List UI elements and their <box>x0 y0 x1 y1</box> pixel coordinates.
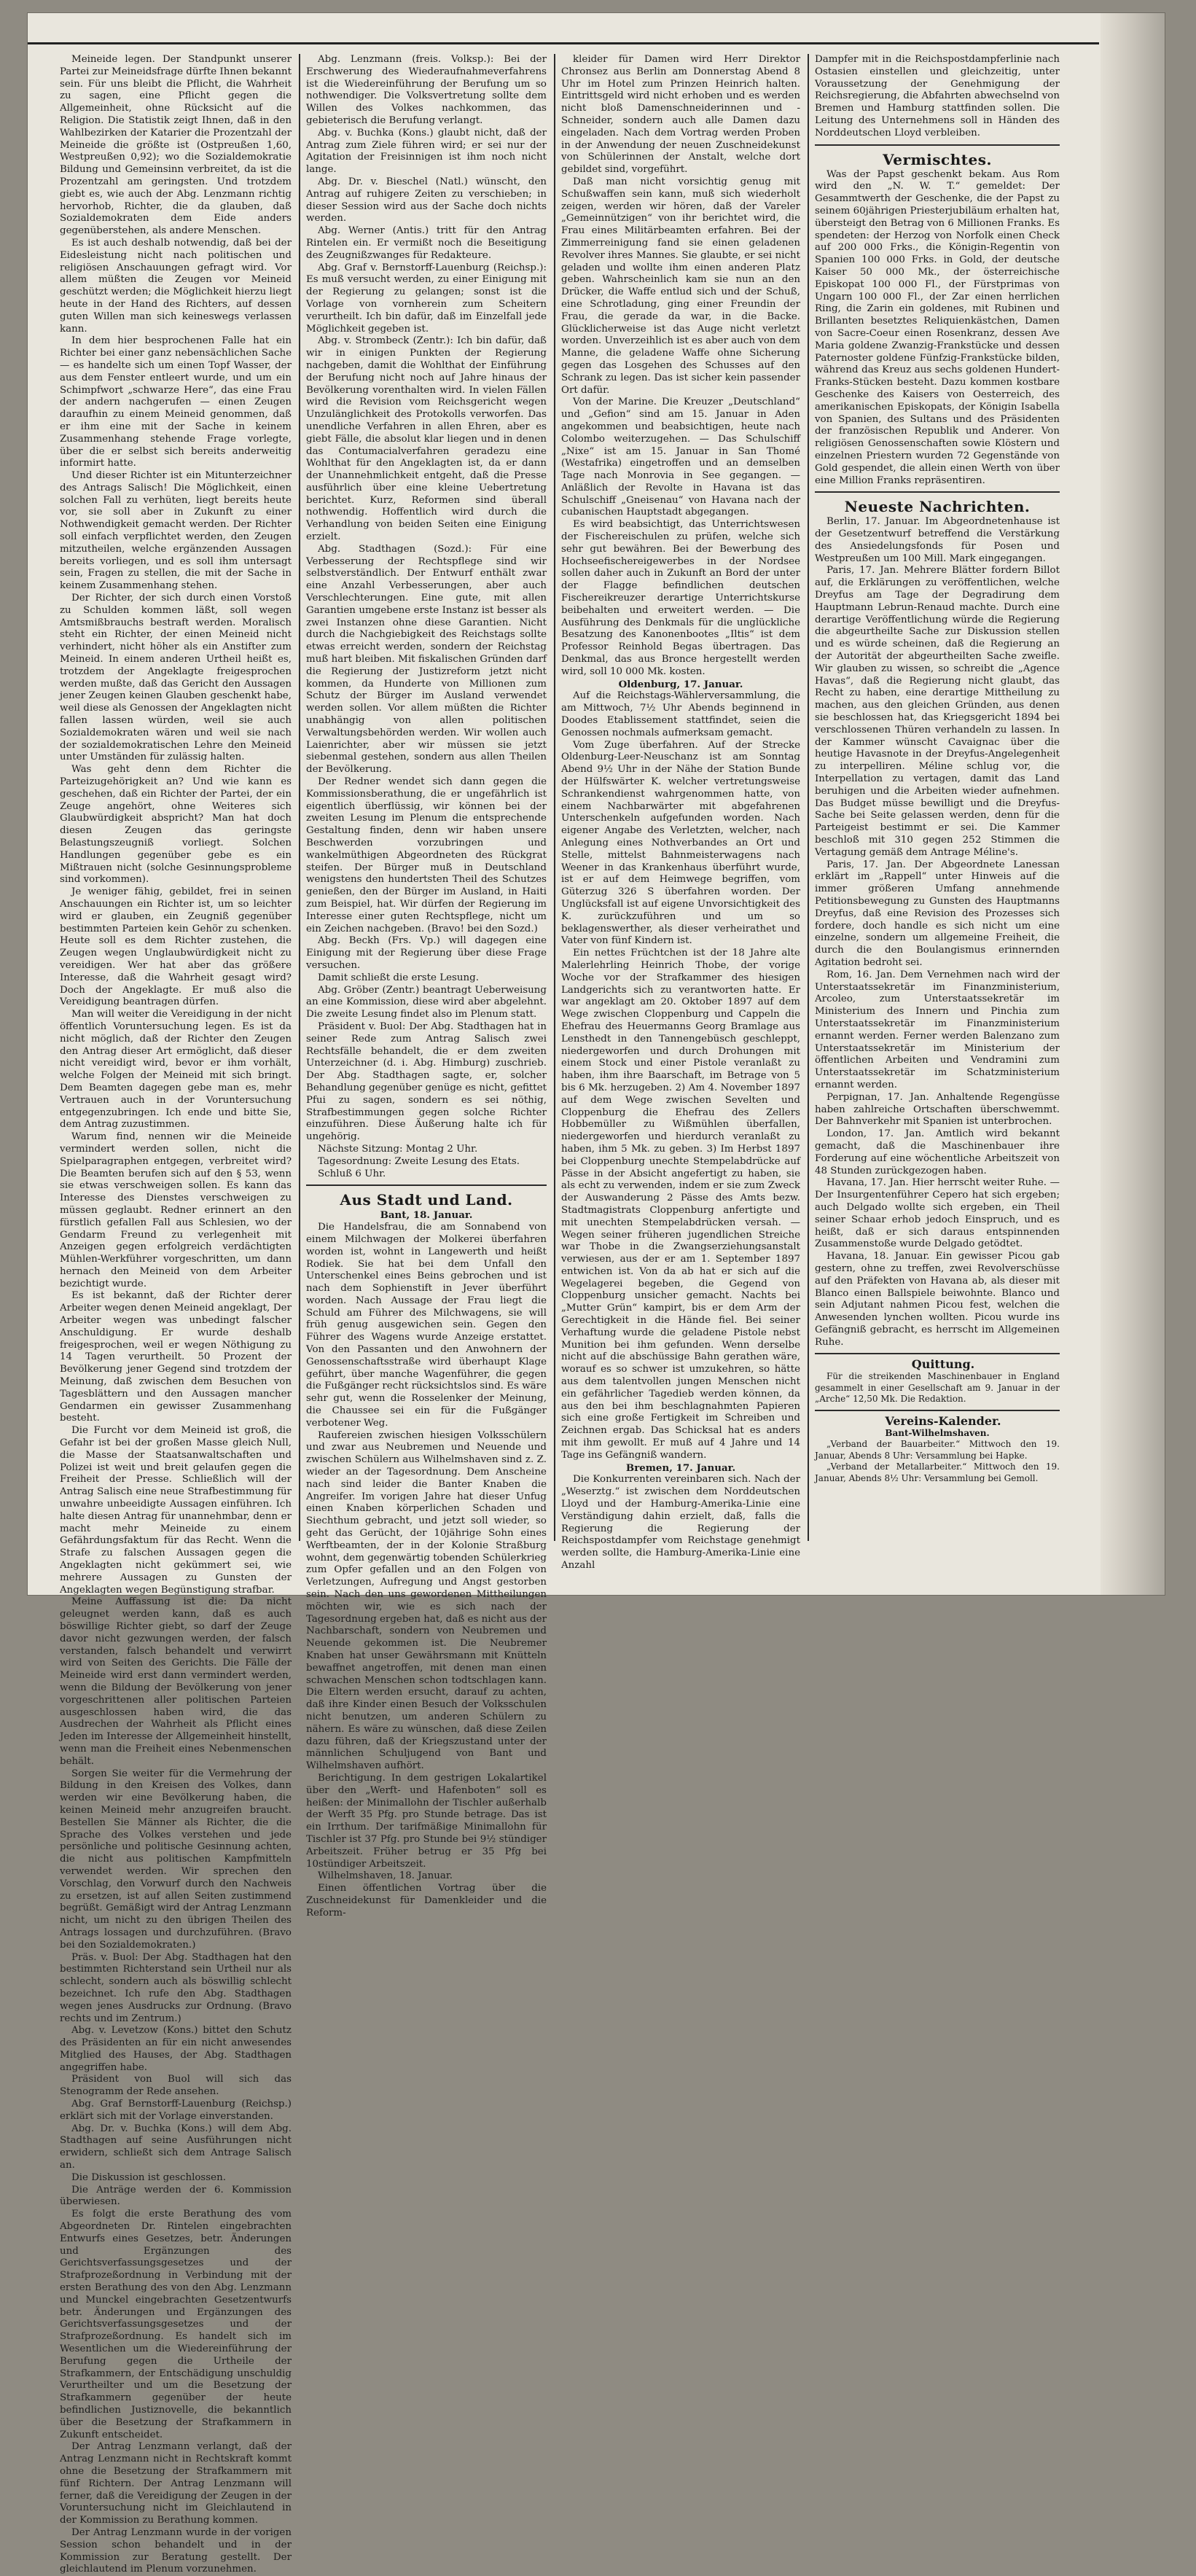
article-paragraph: Abg. Stadthagen (Sozd.): Für eine Verbesserung der Rechtspflege sind wir selbstverständlich. Der Entwurf enthält zwar eine Anzahl Verbesserungen, aber auch Verschlechterungen. Eine gute, mit allen Garantien umgebene erste Instanz ist besser als zwei Instanzen ohne diese Garantien. Nicht durch die Nachgiebigkeit des Reichstags sollte etwas erreicht werden, sondern der Reichstag muß hart bleiben. Mit fiskalischen Gründen darf die Regierung der Justizreform jetzt nicht kommen, da Hunderte von Millionen zum Schutz der Bürger im Ausland verwendet werden sollen. Vor allem müßten die Richter unabhängig von allen politischen Verwaltungsbehörden werden. Wir wollen auch Laienrichter, aber wir müssen sie jetzt siebenmal gestehen, sondern aus allen Theilen der Bevölkerung. <box>306 543 547 776</box>
article-paragraph: Was geht denn dem Richter die Parteizugehörigkeit an? Und wie kann es geschehen, daß ein Richter der Partei, der ein Zeuge angehört, ohne Weiteres sich Glaubwürdigkeit abspricht? Man hat doch diesen Zeugen das geringste Belastungszeugniß vorliegt. Solchen Handlungen gegenüber gebe es ein Mißtrauen nicht (solche Gesinnungsprobleme sind vorkommen). <box>60 764 292 886</box>
article-paragraph: Der Antrag Lenzmann verlangt, daß der Antrag Lenzmann nicht in Rechtskraft kommt ohne die Besetzung der Strafkammern mit fünf Richtern. Der Antrag Lenzmann will ferner, daß die Vereidigung der Zeugen in der Voruntersuchung nicht im Gleichlautend in der Kommission zu Berathung kommen. <box>60 2441 292 2526</box>
article-paragraph: Es folgt die erste Berathung des vom Abgeordneten Dr. Rintelen eingebrachten Entwurfs eines Gesetzes, betr. Änderungen und Ergänzungen des Gerichtsverfassungsgesetzes und der Strafprozeßordnung in Verbindung mit der ersten Berathung des von den Abg. Lenzmann und Munckel eingebrachten Gesetzentwurfs betr. Änderungen und Ergänzungen des Gerichtsverfassungsgesetzes und der Strafprozeßordnung. Es handelt sich im Wesentlichen um die Wiedereinführung der Berufung gegen die Urtheile der Strafkammern, der Entschädigung unschuldig Verurtheilter und um die Besetzung der Strafkammern gegenüber der heute befindlichen Justiznovelle, die bekanntlich über die Besetzung der Strafkammern in Zukunft entscheidet. <box>60 2209 292 2440</box>
article-paragraph: Die Handelsfrau, die am Sonnabend von einem Milchwagen der Molkerei überfahren worden ist, wohnt in Langewerth und heißt Rodiek. Sie hat bei dem Unfall den Unterschenkel eines Beins gebrochen und ist nach dem Sophienstift in Jever überführt worden. Nach Aussage der Frau liegt die Schuld am Führer des Milchwagens, sie will früh genug ausgewichen sein. Gegen den Führer des Wagens wurde Anzeige erstattet. Von den Passanten und den Anwohnern der Genossenschaftsstraße wird überhaupt Klage geführt, über manche Wagenführer, die gegen die Fußgänger recht rücksichtslos sind. Es wäre sehr gut, wenn die Rosselenker der Meinung, die Chaussee sei ein für die Fußgänger verbotener Weg. <box>306 1222 547 1429</box>
article-paragraph: Es wird beabsichtigt, das Unterrichtswesen der Fischereischulen zu prüfen, welche sich sehr gut bewähren. Bei der Bewerbung des Hochseefischereigewerbes in der Nordsee sollen daher auch in Zukunft an Bord der unter der Flagge befindlichen deutschen Fischereikreuzer derartige Unterrichtskurse beibehalten und erweitert werden. — Die Ausführung des Denkmals für die unglückliche Besatzung des Kanonenbootes „Iltis“ ist dem Professor Reinhold Begas übertragen. Das Denkmal, das aus Bronce hergestellt werden wird, soll 10 000 Mk. kosten. <box>561 519 800 677</box>
dateline-bremen: Bremen, 17. Januar. <box>625 1461 736 1474</box>
article-paragraph: Sorgen Sie weiter für die Vermehrung der Bildung in den Kreisen des Volkes, dann werden wir eine Bevölkerung haben, die keinen Meineid mehr anzugreifen braucht. Bestellen Sie Männer als Richter, die die Sprache des Volkes verstehen und jede persönliche und politische Gesinnung achten, die nicht aus politischen Kampfmitteln verwendet werden. Wir sprechen den Vorschlag, den Vorwurf durch den Nachweis zu ersetzen, ist auf allen Seiten zustimmend begrüßt. Gemäßigt wird der Antrag Lenzmann nicht, um nicht zu den übrigen Theilen des Antrags lossagen und durchzuführen. (Bravo bei den Sozialdemokraten.) <box>60 1768 292 1951</box>
article-paragraph: Berlin, 17. Januar. Im Abgeordnetenhause ist der Gesetzentwurf betreffend die Verstärkung des Ansiedelungsfonds für Posen und Westpreußen um 100 Mill. Mark eingegangen. <box>815 516 1060 564</box>
article-text: Dampfer mit in die Reichspostdampferlinie nach Ostasien einstellen und gleichzeitig, unter Voraussetzung der Genehmigung der Reichsregierung, die Abfahrten abwechselnd von Bremen und Hamburg stattfinden sollen. Die Leitung des Unternehmens soll in Händen des Norddeutschen Lloyd verbleiben. <box>815 54 1060 138</box>
article-paragraph: Berichtigung. In dem gestrigen Lokalartikel über den „Werft- und Hafenboten“ soll es heißen: der Minimallohn der Tischler außerhalb der Werft 35 Pfg. pro Stunde betrage. Das ist ein Irrthum. Der tarifmäßige Minimallohn für Tischler ist 37 Pfg. pro Stunde bei 9½ stündiger Arbeitszeit. Früher betrug er 35 Pfg bei 10stündiger Arbeitszeit. <box>306 1772 547 1870</box>
article-paragraph: Die Furcht vor dem Meineid ist groß, die Gefahr ist bei der großen Masse gleich Null, die Masse der Staatsanwaltschaften und Polizei ist weit und breit gelaufen gegen die Freiheit der Presse. Schließlich will der Antrag Salisch eine neue Strafbestimmung für unwahre unbeeidigte Aussagen einführen. Ich halte diesen Antrag für unannehmbar, denn er macht mehr Meineide zu einem Gefährdungsfaktum für das Recht. Wenn die Strafe zu falschen Aussagen gegen die Angeklagten nicht gekümmert sei, wie mehrere Aussagen zu Gunsten der Angeklagten wegen Begünstigung strafbar. <box>60 1425 292 1596</box>
column-divider <box>808 54 809 1541</box>
article-paragraph: Wilhelmshaven, 18. Januar. <box>318 1870 453 1882</box>
article-paragraph: Und dieser Richter ist ein Mitunterzeichner des Antrags Salisch! Die Möglichkeit, einen solchen Fall zu verhüten, liegt bereits heute vor, sie soll aber in Zukunft zu einer Nothwendigkeit gemacht werden. Der Richter soll einfach verpflichtet werden, den Zeugen mitzutheilen, welche ergänzenden Aussagen bereits vorliegen, und es soll ihm untersagt sein, Fragen zu stellen, die mit der Sache in keinem Zusammenhang stehen. <box>60 470 292 592</box>
article-paragraph: Abg. v. Strombeck (Zentr.): Ich bin dafür, daß wir in einigen Punkten der Regierung nachgeben, damit die Wohlthat der Einführung der Berufung nicht noch auf Jahre hinaus der Bevölkerung vorenthalten wird. In vielen Fällen wird die Revision vom Reichsgericht wegen Unzulänglichkeit des Protokolls verworfen. Das unendliche Verfahren in allen Ehren, aber es giebt Fälle, die absolut klar liegen und in denen das Contumacialverfahren geradezu eine Wohlthat für den Angeklagten ist, da er dann der Unannehmlichkeit entgeht, daß die Presse ausführlich über eine kleine Uebertretung berichtet. Kurz, Reformen sind überall nothwendig. Hoffentlich wird durch die Verhandlung von beiden Seiten eine Einigung erzielt. <box>306 335 547 543</box>
top-rule <box>28 42 1099 44</box>
article-paragraph: Abg. Dr. v. Buchka (Kons.) will dem Abg. Stadthagen auf seine Ausführungen nicht erwidern, schließt sich dem Antrage Salisch an. <box>60 2123 292 2171</box>
article-paragraph: Meineide legen. Der Standpunkt unserer Partei zur Meineidsfrage dürfte Ihnen bekannt sein. Für uns bleibt die Pflicht, die Wahrheit zu sagen, eine Pflicht gegen die Allgemeinheit, ohne Rücksicht auf die Religion. Die Statistik zeigt Ihnen, daß in den Wahlbezirken der Katarier die Prozentzahl der Meineide die größte ist (Ostpreußen 1,60, Westpreußen 0,92); wo die Sozialdemokratie Bildung und Gemeinsinn verbreitet, da ist die Prozentzahl am geringsten. Und trotzdem giebt es, wie auch der Abg. Lenzmann richtig hervorhob, Richter, die da glauben, daß Sozialdemokraten dem Eide anders gegenüberstehen, als andere Menschen. <box>60 54 292 237</box>
article-paragraph: Die Anträge werden der 6. Kommission überwiesen. <box>60 2184 292 2208</box>
article-paragraph: Der Redner wendet sich dann gegen die Kommissionsberathung, die er ungefährlich ist eigentlich überflüssig, wir können bei der zweiten Lesung im Plenum die entsprechende Gestaltung finden, denn wir haben unsere Beschwerden vorzubringen und wankelmüthigen Abgeordneten des Rückgrat steifen. Der Bürger muß in Deutschland wenigstens den hundertsten Theil des Schutzes genießen, den der Bürger im Ausland, in Haiti zum Beispiel, hat. Wir dürfen der Regierung im Interesse einer guten Rechtspflege, nicht um ein Zeichen nachgeben. (Bravo! bei den Sozd.) <box>306 776 547 934</box>
article-paragraph: Ein nettes Früchtchen ist der 18 Jahre alte Malerlehrling Heinrich Thobe, der vorige Woche vor der Strafkammer des hiesigen Landgerichts sich zu verantworten hatte. Er war angeklagt am 20. Oktober 1897 auf dem Wege zwischen Cloppenburg und Cappeln die Ehefrau des Heuermanns Georg Bramlage aus Lensthedt in den Tannengebüsch geschleppt, niedergeworfen und durch Drohungen mit einem Stock und einer Pistole veranlaßt zu haben, ihm ihre Baarschaft, im Betrage von 5 bis 6 Mk. herzugeben. 2) Am 4. November 1897 auf dem Wege zwischen Sevelten und Cloppenburg die Ehefrau des Zellers Hobbemüller zu Wißmühlen überfallen, niedergeworfen und hierdurch veranlaßt zu haben, ihm 5 Mk. zu geben. 3) Im Herbst 1897 bei Cloppenburg unechte Stempelabdrücke auf Pässe in der Absicht angefertigt zu haben, sie als echt zu verwenden, indem er sie zum Zweck der Auswanderung 2 Pässe des Amts bezw. Stadtmagistrats Cloppenburg anfertigte und mit unechten Stempelabdrücken versah. — Wegen seiner früheren jugendlichen Streiche war Thobe in die Zwangserziehungsanstalt verwiesen, aus der er am 1. September 1897 entwichen ist. Von da ab hat er sich auf die Wegelagerei begeben, die Gegend von Cloppenburg unsicher gemacht. Nachts bei „Mutter Grün“ kampirt, bis er dem Arm der Gerechtigkeit in die Hände fiel. Bei seiner Verhaftung wurde die geladene Pistole nebst Munition bei ihm gefunden. Wenn derselbe nicht auf die abschüssige Bahn gerathen wäre, worauf es so schwer ist umzukehren, so hätte aus dem talentvollen jungen Menschen nicht ein gefährlicher Tagedieb werden können, da aus den bei ihm beschlagnahmten Papieren sich eine große Fertigkeit im Schreiben und Zeichnen ergab. Das Schicksal hat es anders mit ihm gewollt. Er muß auf 4 Jahre und 14 Tage ins Gefängniß wandern. <box>561 948 800 1461</box>
article-paragraph: Vom Zuge überfahren. Auf der Strecke Oldenburg-Leer-Neuschanz ist am Sonntag Abend 9½ Uhr in der Nähe der Station Bunde der Hülfswärter K. welcher vertretungsweise Schrankendienst wahrgenommen hatte, von einem Nachbarwärter mit abgefahrenen Unterschenkeln aufgefunden worden. Nach eigener Angabe des Verletzten, welcher, nach Anlegung eines Nothverbandes an Ort und Stelle, mittelst Bahnmeisterwagens nach Weener in das Krankenhaus überführt wurde, ist er auf dem Heimwege begriffen, vom Güterzug 326 S überfahren worden. Der Unglücksfall ist auf eigene Unvorsichtigkeit des K. zurückzuführen und um so beklagenswerther, als dieser verheirathet und Vater von fünf Kindern ist. <box>561 739 800 947</box>
section-heading-quittung: Quittung. <box>911 1357 975 1372</box>
quittung-text: Für die streikenden Maschinenbauer in England gesammelt in einer Gesellschaft am 9. Januar in der „Arche“ 12,50 Mk. Die Redaktion. <box>815 1371 1060 1405</box>
section-rule <box>306 1184 547 1186</box>
section-heading-vereins-kalender: Vereins-Kalender. <box>885 1413 1001 1428</box>
article-paragraph: Abg. Beckh (Frs. Vp.) will dagegen eine Einigung mit der Regierung über diese Frage versuchen. <box>306 935 547 971</box>
article-paragraph: Havana, 18. Januar. Ein gewisser Picou gab gestern, ohne zu treffen, zwei Revolverschüsse auf den Präfekten von Havana ab, als dieser mit Blanco einen Ballspiele beiwohnte. Blanco und sein Adjutant nahmen Picou fest, welchen die Anwesenden lynchen wollten. Picou wurde ins Gefängniß gebracht, es herrscht im Allgemeinen Ruhe. <box>815 1251 1060 1348</box>
section-heading-stadt-land: Aus Stadt und Land. <box>340 1191 513 1209</box>
article-paragraph: Es ist bekannt, daß der Richter derer Arbeiter wegen denen Meineid angeklagt, Der Arbeiter wegen was unbedingt falscher Anschuldigung. Er wurde deshalb freigesprochen, weil er wegen Nöthigung zu 14 Tagen verurtheilt. 50 Prozent der Bevölkerung jener Gegend sind trotzdem der Meinung, daß zwischen dem Besuchen von Tagesblättern und den Aussagen mancher Gendarmen ein gewisser Zusammenhang besteht. <box>60 1290 292 1424</box>
article-paragraph: Abg. v. Levetzow (Kons.) bittet den Schutz des Präsidenten an für ein nicht anwesendes Mitglied des Hauses, der Abg. Stadthagen angegriffen habe. <box>60 2025 292 2073</box>
article-paragraph: Einen öffentlichen Vortrag über die Zuschneidekunst für Damenkleider und die Reform- <box>306 1883 547 1919</box>
article-paragraph: Abg. Werner (Antis.) tritt für den Antrag Rintelen ein. Er vermißt noch die Beseitigung des Zeugnißzwanges für Redakteure. <box>306 225 547 261</box>
article-paragraph: Der Antrag Lenzmann wurde in der vorigen Session schon behandelt und in der Kommission zur Beratung gestellt. Der gleichlautend im Plenum vorzunehmen. <box>60 2526 292 2575</box>
article-paragraph: Der Richter, der sich durch einen Vorstoß zu Schulden kommen läßt, soll wegen Amtsmißbrauchs bestraft werden. Moralisch steht ein Richter, der einen Meineid nicht verhindert, nicht höher als ein Anstifter zum Meineid. In einem anderen Urtheil heißt es, trotzdem der Angeklagte freigesprochen werden mußte, daß das Gericht den Aussagen jener Zeugen keinen Glauben geschenkt habe, weil diese als Genossen der Angeklagten nicht fallen lassen würden, weil sie auch Sozialdemokraten wären und weil sie nach der sozialdemokratischen Lehre den Meineid unter Umständen für zulässig halten. <box>60 593 292 763</box>
article-paragraph: Nächste Sitzung: Montag 2 Uhr. <box>318 1143 478 1155</box>
column-3 <box>561 54 800 1572</box>
article-paragraph: Präsident von Buol will sich das Stenogramm der Rede ansehen. <box>60 2074 292 2098</box>
article-paragraph: Die Diskussion ist geschlossen. <box>71 2171 226 2183</box>
article-paragraph: Tagesordnung: Zweite Lesung des Etats. <box>318 1155 520 1167</box>
article-paragraph: Abg. Dr. v. Bieschel (Natl.) wünscht, den Antrag auf ruhigere Zeiten zu verschieben; in dieser Session wird aus der Sache doch nichts werden. <box>306 176 547 225</box>
article-paragraph: Daß man nicht vorsichtig genug mit Schußwaffen sein kann, muß sich wiederholt zeigen, werden wir hören, daß der Vareler „Gemeinnützigen“ von ihr berichtet wird, die Frau eines Militärbeamten erfahren. Bei der Zimmerreinigung fand sie einen geladenen Revolver ihres Mannes. Sie glaubte, er sei nicht geladen und wollte ihm einen anderen Platz geben. Wahrscheinlich kam sie nun an den Drücker, die Waffe entlud sich und der Schuß, eine Schrotladung, ging einer Freundin der Frau, die gerade da war, in die Backe. Glücklicherweise ist das Auge nicht verletzt worden. Unverzeihlich ist es aber auch von dem Manne, die geladene Waffe ohne Sicherung gegen das Losgehen des Schusses auf den Schrank zu legen. Das ist sicher kein passender Ort dafür. <box>561 176 800 396</box>
article-paragraph: Es ist auch deshalb notwendig, daß bei der Eidesleistung nicht nach politischen und religiösen Anschauungen gefragt wird. Vor allem müßten die Zeugen vor Meineid geschützt werden; die Möglichkeit hierzu liegt heute in der Hand des Richters, auf dessen guten Willen man sich keineswegs verlassen kann. <box>60 237 292 335</box>
article-paragraph: Präsident v. Buol: Der Abg. Stadthagen hat in seiner Rede zum Antrag Salisch zwei Rechtsfälle behandelt, die er dem zweiten Unterzeichner (d. i. Abg. Himburg) zuschrieb. Der Abg. Stadthagen sagte, er, solcher Behandlung gegenüber genüge es nicht, gefittet Pfui zu sagen, sondern es sei nöthig, Strafbestimmungen gegen solche Richter einzuführen. Diese Äußerung halte ich für ungehörig. <box>306 1020 547 1143</box>
article-paragraph: Abg. Gröber (Zentr.) beantragt Ueberweisung an eine Kommission, diese wird aber abgelehnt. Die zweite Lesung findet also im Plenum statt. <box>306 984 547 1020</box>
column-4 <box>815 54 1060 1541</box>
section-rule <box>815 1353 1060 1354</box>
article-paragraph: Die Konkurrenten vereinbaren sich. Nach der „Weserztg.“ ist zwischen dem Norddeutschen Lloyd und der Hamburg-Amerika-Linie eine Verständigung dahin erzielt, daß, falls die Regierung die Regierung der Reichspostdampfer vom Reichstage genehmigt werden sollte, die Hamburg-Amerika-Linie eine Anzahl <box>561 1474 800 1572</box>
article-paragraph: Havana, 17. Jan. Hier herrscht weiter Ruhe. — Der Insurgentenführer Cepero hat sich ergeben; auch Delgado wollte sich ergeben, ein Theil seiner Schaar erhob jedoch Einspruch, und es heißt, daß er sich daraus entspinnenden Zusammenstoße wurde Delgado getödtet. <box>815 1177 1060 1250</box>
article-paragraph: Man will weiter die Vereidigung in der nicht öffentlich Voruntersuchung legen. Es ist da nicht möglich, daß der Richter den Zeugen den Antrag dieser Art ermöglicht, daß dieser nicht vereidigt wird, bevor er ihm vorhält, welche Folgen der Meineid mit sich bringt. Dem Beamten dagegen gebe man es, mehr Vertrauen auch in der Voruntersuchung entgegenzubringen. Ich ende und bitte Sie, dem Antrag zuzustimmen. <box>60 1009 292 1131</box>
article-paragraph: Meine Auffassung ist die: Da nicht geleugnet werden kann, daß es auch böswillige Richter giebt, so darf der Zeuge davor nicht gezwungen werden, der falsch verstanden, falsch behandelt und verwirrt wird von Seiten des Gerichts. Die Fälle der Meineide wird erst dann vermindert werden, wenn die Bildung der Bevölkerung von jener vorgeschrittenen aller politischen Parteien ausgeschlossen haben wird, die das Ausdrechen der Wahrheit als Pflicht eines Jeden im Interesse der Allgemeinheit hinstellt, wenn man die Freiheit eines Nebenmenschen behält. <box>60 1596 292 1767</box>
dateline-oldenburg: Oldenburg, 17. Januar. <box>618 678 743 690</box>
page-edge-shadow <box>1101 13 1165 1595</box>
article-paragraph: Schluß 6 Uhr. <box>318 1168 386 1179</box>
column-divider <box>554 54 555 1541</box>
column-2 <box>306 54 547 1919</box>
article-paragraph: Raufereien zwischen hiesigen Volksschülern und zwar aus Neubremen und Neuende und zwischen Schülern aus Wilhelmshaven sind z. Z. wieder an der Tagesordnung. Dem Anscheine nach sind leider die Banter Knaben die Angreifer. Im vorigen Jahre hat dieser Unfug einen Knaben körperlichen Schaden und Siechthum gebracht, und jetzt soll wieder, so geht das Gerücht, der 10jährige Sohn eines Werftbeamten, der in der Kolonie Straßburg wohnt, dem gegenwärtig tobenden Schülerkrieg zum Opfer gefallen und an den Folgen von Verletzungen, Aufregung und Angst gestorben sein. Nach den uns gewordenen Mittheilungen möchten wir, wie es sich nach der Tagesordnung ergeben hat, daß es nicht aus der Nachbarschaft, sondern von Neubremen und Neuende gekommen ist. Die Neubremer Knaben hat unser Gewährsmann mit Knütteln bewaffnet angetroffen, mit denen man einen schwachen Menschen schon todtschlagen kann. Die Eltern werden ersucht, darauf zu achten, daß ihre Kinder einen Besuch der Volksschulen nicht benutzen, um anderen Schülern zu nähern. Es wäre zu wünschen, daß diese Zeilen dazu führen, daß der Kriegszustand unter der männlichen Schuljugend von Bant und Wilhelmshaven aufhört. <box>306 1429 547 1772</box>
article-paragraph: Was der Papst geschenkt bekam. Aus Rom wird den „N. W. T.“ gemeldet: Der Gesammtwerth der Geschenke, die der Papst zu seinem 60jährigen Priesterjubiläum erhalten hat, übersteigt den Betrag von 6 Millionen Franks. Es spendeten: der Herzog von Norfolk einen Check auf 200 000 Frks., die Königin-Regentin von Spanien 100 000 Frks. in Gold, der deutsche Kaiser 50 000 Mk., der österreichische Episkopat 100 000 Fl., der Fürstprimas von Ungarn 100 000 Fl., der Zar einen herrlichen Ring, die Zarin ein goldenes, mit Rubinen und Brillanten besetztes Reliquienkästchen, Damen von Sacre-Coeur einen Rosenkranz, dessen Ave Maria goldene Zwanzig-Frankstücke und dessen Paternoster goldene Fünfzig-Frankstücke bilden, während das Kreuz aus sechs goldenen Hundert-Franks-Stücken besteht. Dazu kommen kostbare Geschenke des Kaisers von Oesterreich, des amerikanischen Episkopats, der Königin Isabella von Spanien, des Sultans und des Präsidenten der französischen Republik und Anderer. Von religiösen Genossenschaften sowie Klöstern und einzelnen Priestern wurden 72 Gegenstände von Gold gespendet, die allein einen Werth von über eine Million Franks repräsentiren. <box>815 168 1060 486</box>
section-heading-neueste-nachrichten: Neueste Nachrichten. <box>844 498 1031 516</box>
article-paragraph: „Verband der Metallarbeiter.“ Mittwoch den 19. Januar, Abends 8½ Uhr: Versammlung bei Gemoll. <box>815 1461 1060 1483</box>
article-paragraph: kleider für Damen wird Herr Direktor Chronsez aus Berlin am Donnerstag Abend 8 Uhr im Hotel zum Prinzen Heinrich halten. Eintrittsgeld wird nicht erhoben und es werden nicht bloß Damenschneiderinnen und -Schneider, sondern auch alle Damen dazu eingeladen. Nach dem Vortrag werden Proben in der Anwendung der neuen Zuschneidekunst von Schülerinnen der Anstalt, welche dort gebildet sind, vorgeführt. <box>561 54 800 176</box>
article-paragraph: „Verband der Bauarbeiter.“ Mittwoch den 19. Januar, Abends 8 Uhr: Versammlung bei Hapke. <box>815 1439 1060 1461</box>
section-rule <box>815 1410 1060 1411</box>
article-paragraph: Je weniger fähig, gebildet, frei in seinen Anschauungen ein Richter ist, um so leichter wird er glauben, ein Zeugniß gegenüber bestimmten Parteien kein Gehör zu schenken. Heute soll es dem Richter zustehen, die Zeugen wegen Unglaubwürdigkeit nicht zu vereidigen. Wer hat aber das größere Interesse, daß die Wahrheit gesagt wird? Doch der Angeklagte. Er muß also die Vereidigung beantragen dürfen. <box>60 886 292 1008</box>
vereins-subheading: Bant-Wilhelmshaven. <box>885 1427 990 1438</box>
article-paragraph: Abg. Graf Bernstorff-Lauenburg (Reichsp.) erklärt sich mit der Vorlage einverstanden. <box>60 2099 292 2122</box>
section-heading-vermischtes: Vermischtes. <box>883 150 992 168</box>
article-paragraph: Paris, 17. Jan. Mehrere Blätter fordern Billot auf, die Erklärungen zu veröffentlichen, welche Dreyfus am Tage der Degradirung dem Hauptmann Lebrun-Renaud machte. Durch eine derartige Veröffentlichung würde die Regierung die abgeurtheilte Sache zur Diskussion stellen und es würde scheinen, daß die Regierung an der Autorität der abgeurtheilten Sache zweifle. Wir glauben zu wissen, so schreibt die „Agence Havas“, daß die Regierung nicht glaubt, das Recht zu haben, eine derartige Mittheilung zu machen, aus den gleichen Gründen, aus denen sie beschlossen hat, das Kriegsgericht 1894 bei verschlossenen Thüren verhandeln zu lassen. In der Kammer wünscht Cavaignac über die heutige Havasnote in der Dreyfus-Angelegenheit zu interpelliren. Méline schlug vor, die Interpellation zu vertagen, damit das Land beruhigen und die Arbeiten wieder aufnehmen. Das Budget müsse bewilligt und die Dreyfus-Sache bei Seite gelassen werden, denn für die Parteigeist bestimmt er sei. Die Kammer beschloß mit 310 gegen 252 Stimmen die Vertagung gemäß dem Antrage Méline's. <box>815 565 1060 858</box>
article-paragraph: Damit schließt die erste Lesung. <box>318 972 479 983</box>
article-paragraph: Rom, 16. Jan. Dem Vernehmen nach wird der Unterstaatssekretär im Finanzministerium, Arcoleo, zum Unterstaatssekretär im Ministerium des Innern und Pinchia zum Unterstaatssekretär im Finanzministerium ernannt werden. Ferner werden Balenzano zum Unterstaatssekretär im Ministerium der öffentlichen Arbeiten und Vendramini zum Unterstaatssekretär im Schatzministerium ernannt werden. <box>815 969 1060 1090</box>
section-rule <box>815 491 1060 493</box>
dateline-bant: Bant, 18. Januar. <box>380 1209 473 1222</box>
section-rule <box>815 144 1060 146</box>
newspaper-page <box>28 13 1165 2575</box>
article-paragraph: London, 17. Jan. Amtlich wird bekannt gemacht, daß die Maschinenbauer ihre Forderung auf eine wöchentliche Arbeitszeit von 48 Stunden zurückgezogen haben. <box>815 1128 1060 1176</box>
article-paragraph: Warum find, nennen wir die Meineide vermindert werden sollen, nicht die Spielparagraphen entgegen, verbreitet wird? Die Beamten berufen sich auf den § 53, wenn sie etwas verschweigen sollen. Es kann das Interesse des Dienstes verschweigen zu müssen geglaubt. Redner erinnert an den fürstlich gefallen Fall aus Schlesien, wo der Gendarm Freund zu verlegenheit mit Anzeigen gegen erfolgreich verdächtigten Mühlen-Werkführer vorgeschritten, um dann hernach den Meineid von dem Arbeiter bezichtigt wurde. <box>60 1131 292 1289</box>
article-paragraph: Abg. Graf v. Bernstorff-Lauenburg (Reichsp.): Es muß versucht werden, zu einer Einigung mit der Regierung zu gelangen; sonst ist die Vorlage von vornherein zum Scheitern verurtheilt. Ich bin dafür, daß im Einzelfall jede Möglichkeit gegeben ist. <box>306 262 547 335</box>
column-1 <box>60 54 292 2575</box>
article-paragraph: Perpignan, 17. Jan. Anhaltende Regengüsse haben zahlreiche Ortschaften überschwemmt. Der Bahnverkehr mit Spanien ist unterbrochen. <box>815 1091 1060 1128</box>
article-paragraph: Auf die Reichstags-Wählerversammlung, die am Mittwoch, 7½ Uhr Abends beginnend in Doodes Etablissement stattfindet, seien die Genossen nochmals aufmerksam gemacht. <box>561 690 800 738</box>
article-paragraph: Von der Marine. Die Kreuzer „Deutschland“ und „Gefion“ sind am 15. Januar in Aden angekommen und beabsichtigen, heute nach Colombo weiterzugehen. — Das Schulschiff „Nixe“ ist am 15. Januar in San Thomé (Westafrika) eingetroffen und an demselben Tage nach Monrovia in See gegangen. — Anläßlich der Revolte in Havana ist das Schulschiff „Gneisenau“ von Havana nach der cubanischen Hauptstadt abgegangen. <box>561 397 800 518</box>
article-paragraph: Präs. v. Buol: Der Abg. Stadthagen hat den bestimmten Richterstand sein Urtheil nur als schlecht, sondern auch als böswillig schlecht bezeichnet. Ich rufe den Abg. Stadthagen wegen jenes Ausdrucks zur Ordnung. (Bravo rechts und im Zentrum.) <box>60 1951 292 2024</box>
column-divider <box>299 54 300 1541</box>
article-paragraph: Abg. Lenzmann (freis. Volksp.): Bei der Erschwerung des Wiederaufnahmeverfahrens ist die Wiedereinführung der Berufung um so nothwendiger. Die Volksvertretung sollte dem Willen des Volkes nachkommen, das gebieterisch die Berufung verlangt. <box>306 54 547 126</box>
article-paragraph: Abg. v. Buchka (Kons.) glaubt nicht, daß der Antrag zum Ziele führen wird; er sei nur der Agitation der Freisinnigen ist ihm noch nicht lange. <box>306 127 547 176</box>
article-paragraph: Paris, 17. Jan. Der Abgeordnete Lanessan erklärt im „Rappell“ unter Hinweis auf die immer größeren Umfang annehmende Petitionsbewegung zu Gunsten des Hauptmanns Dreyfus, daß eine Revision des Prozesses sich fordere, doch handle es sich nicht um eine einzelne, sondern um allgemeine Freiheit, die durch die den Boulangismus erinnernden Agitation bedroht sei. <box>815 859 1060 968</box>
article-paragraph: In dem hier besprochenen Falle hat ein Richter bei einer ganz nebensächlichen Sache — es handelte sich um einen Topf Wasser, der aus dem Fenster entleert wurde, und um ein Schimpfwort „schwarze Here“, das eine Frau der andern nachgerufen — einen Zeugen daraufhin zu einem Meineid genommen, daß er ihm eine mit der Sache in keinem Zusammenhang stehende Frage vorlegte, über die er selbst sich bereits anderweitig informirt hatte. <box>60 335 292 469</box>
